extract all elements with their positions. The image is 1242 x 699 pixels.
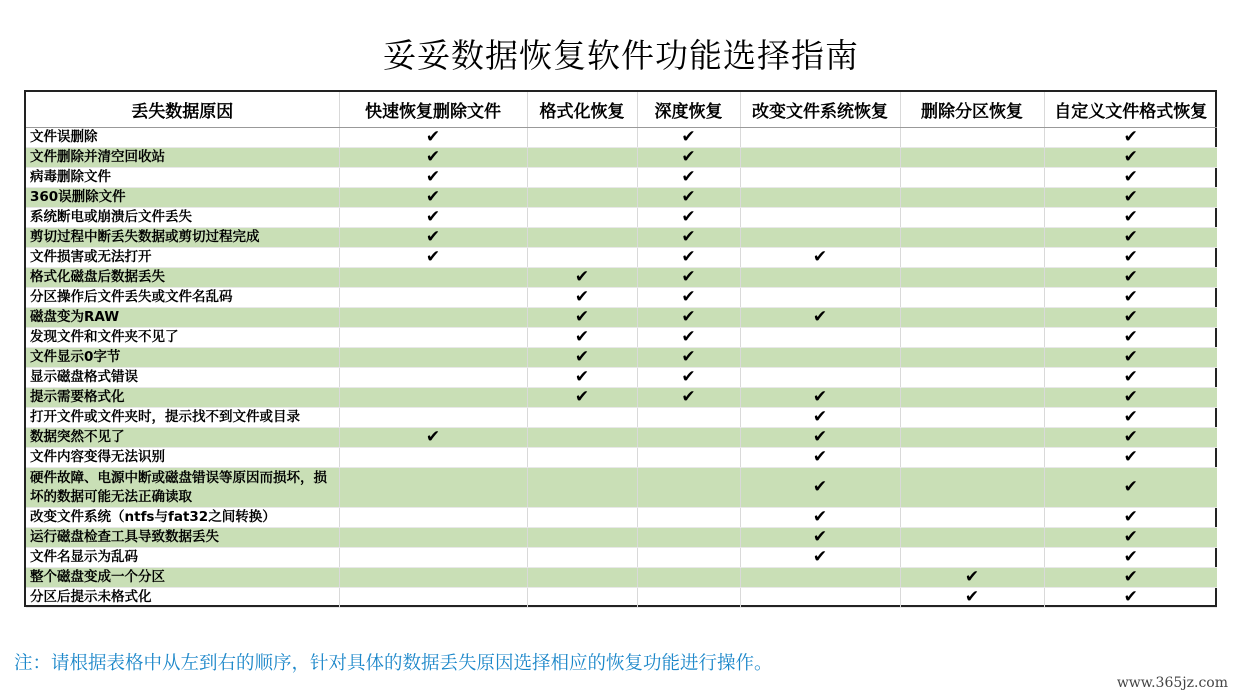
empty-cell: [527, 588, 637, 608]
empty-cell: [339, 328, 527, 348]
reason-cell: 打开文件或文件夹时，提示找不到文件或目录: [26, 408, 339, 428]
checkmark-cell: ✔: [339, 208, 527, 228]
header-custom-format-recovery: 自定义文件格式恢复: [1044, 92, 1217, 128]
empty-cell: [740, 128, 900, 148]
table-row: [26, 568, 1217, 588]
checkmark-cell: ✔: [527, 308, 637, 328]
reason-cell: 360误删除文件: [26, 188, 339, 208]
table-row: [26, 428, 1217, 448]
checkmark-cell: ✔: [1044, 368, 1217, 388]
checkmark-cell: ✔: [1044, 528, 1217, 548]
checkmark-cell: ✔: [1044, 388, 1217, 408]
site-watermark: www.365jz.com: [1116, 675, 1228, 691]
empty-cell: [740, 588, 900, 608]
empty-cell: [527, 128, 637, 148]
empty-cell: [637, 468, 740, 508]
checkmark-cell: ✔: [740, 548, 900, 568]
empty-cell: [900, 368, 1044, 388]
table-row: [26, 588, 1217, 608]
checkmark-cell: ✔: [1044, 448, 1217, 468]
table-row: [26, 168, 1217, 188]
empty-cell: [900, 168, 1044, 188]
empty-cell: [637, 408, 740, 428]
checkmark-cell: ✔: [637, 288, 740, 308]
empty-cell: [339, 368, 527, 388]
reason-cell: 文件损害或无法打开: [26, 248, 339, 268]
empty-cell: [637, 568, 740, 588]
checkmark-cell: ✔: [527, 328, 637, 348]
checkmark-cell: ✔: [339, 128, 527, 148]
table-row: [26, 308, 1217, 328]
checkmark-cell: ✔: [637, 348, 740, 368]
empty-cell: [900, 328, 1044, 348]
checkmark-cell: ✔: [637, 268, 740, 288]
table-row: [26, 248, 1217, 268]
reason-cell: 文件误删除: [26, 128, 339, 148]
empty-cell: [527, 248, 637, 268]
empty-cell: [637, 448, 740, 468]
checkmark-cell: ✔: [900, 588, 1044, 608]
checkmark-cell: ✔: [1044, 228, 1217, 248]
empty-cell: [740, 328, 900, 348]
empty-cell: [339, 508, 527, 528]
table-body: [26, 128, 1217, 608]
header-deep-recovery: 深度恢复: [637, 92, 740, 128]
header-filesystem-recovery: 改变文件系统恢复: [740, 92, 900, 128]
empty-cell: [339, 548, 527, 568]
empty-cell: [740, 188, 900, 208]
checkmark-cell: ✔: [339, 148, 527, 168]
reason-cell: 文件删除并清空回收站: [26, 148, 339, 168]
checkmark-cell: ✔: [1044, 208, 1217, 228]
reason-cell: 文件内容变得无法识别: [26, 448, 339, 468]
checkmark-cell: ✔: [1044, 188, 1217, 208]
table-row: [26, 368, 1217, 388]
empty-cell: [740, 148, 900, 168]
empty-cell: [527, 408, 637, 428]
empty-cell: [900, 128, 1044, 148]
empty-cell: [527, 228, 637, 248]
empty-cell: [339, 348, 527, 368]
table-row: [26, 408, 1217, 428]
header-reason: 丢失数据原因: [26, 92, 339, 128]
empty-cell: [527, 548, 637, 568]
reason-cell: 改变文件系统（ntfs与fat32之间转换）: [26, 508, 339, 528]
checkmark-cell: ✔: [740, 428, 900, 448]
empty-cell: [339, 268, 527, 288]
empty-cell: [637, 528, 740, 548]
checkmark-cell: ✔: [1044, 288, 1217, 308]
checkmark-cell: ✔: [1044, 328, 1217, 348]
empty-cell: [527, 508, 637, 528]
empty-cell: [637, 548, 740, 568]
reason-cell: 数据突然不见了: [26, 428, 339, 448]
checkmark-cell: ✔: [1044, 588, 1217, 608]
empty-cell: [740, 168, 900, 188]
table-row: [26, 188, 1217, 208]
reason-cell: 硬件故障、电源中断或磁盘错误等原因而损坏，损坏的数据可能无法正确读取: [26, 468, 339, 508]
checkmark-cell: ✔: [1044, 508, 1217, 528]
checkmark-cell: ✔: [1044, 248, 1217, 268]
checkmark-cell: ✔: [1044, 308, 1217, 328]
table-row: [26, 528, 1217, 548]
empty-cell: [900, 308, 1044, 328]
checkmark-cell: ✔: [637, 188, 740, 208]
empty-cell: [637, 508, 740, 528]
reason-cell: 发现文件和文件夹不见了: [26, 328, 339, 348]
empty-cell: [339, 448, 527, 468]
checkmark-cell: ✔: [527, 268, 637, 288]
checkmark-cell: ✔: [637, 168, 740, 188]
header-partition-recovery: 删除分区恢复: [900, 92, 1044, 128]
empty-cell: [740, 208, 900, 228]
checkmark-cell: ✔: [740, 528, 900, 548]
table-row: [26, 148, 1217, 168]
checkmark-cell: ✔: [1044, 348, 1217, 368]
empty-cell: [740, 288, 900, 308]
checkmark-cell: ✔: [637, 388, 740, 408]
reason-cell: 磁盘变为RAW: [26, 308, 339, 328]
empty-cell: [900, 208, 1044, 228]
header-format-recovery: 格式化恢复: [527, 92, 637, 128]
checkmark-cell: ✔: [1044, 408, 1217, 428]
checkmark-cell: ✔: [339, 228, 527, 248]
checkmark-cell: ✔: [1044, 268, 1217, 288]
empty-cell: [637, 428, 740, 448]
table-row: [26, 468, 1217, 508]
reason-cell: 格式化磁盘后数据丢失: [26, 268, 339, 288]
table-row: [26, 208, 1217, 228]
reason-cell: 提示需要格式化: [26, 388, 339, 408]
checkmark-cell: ✔: [1044, 468, 1217, 508]
empty-cell: [527, 168, 637, 188]
empty-cell: [740, 348, 900, 368]
checkmark-cell: ✔: [1044, 148, 1217, 168]
empty-cell: [900, 528, 1044, 548]
empty-cell: [339, 308, 527, 328]
empty-cell: [339, 408, 527, 428]
table-row: [26, 288, 1217, 308]
empty-cell: [900, 188, 1044, 208]
table-row: [26, 268, 1217, 288]
usage-note: 注：请根据表格中从左到右的顺序，针对具体的数据丢失原因选择相应的恢复功能进行操作。: [14, 653, 773, 674]
function-guide-table: [24, 90, 1217, 607]
empty-cell: [339, 288, 527, 308]
checkmark-cell: ✔: [339, 248, 527, 268]
checkmark-cell: ✔: [900, 568, 1044, 588]
checkmark-cell: ✔: [637, 128, 740, 148]
checkmark-cell: ✔: [527, 288, 637, 308]
checkmark-cell: ✔: [339, 168, 527, 188]
reason-cell: 文件显示0字节: [26, 348, 339, 368]
table-row: [26, 128, 1217, 148]
table-row: [26, 448, 1217, 468]
empty-cell: [900, 428, 1044, 448]
empty-cell: [900, 448, 1044, 468]
checkmark-cell: ✔: [740, 408, 900, 428]
checkmark-cell: ✔: [740, 508, 900, 528]
checkmark-cell: ✔: [637, 248, 740, 268]
reason-cell: 整个磁盘变成一个分区: [26, 568, 339, 588]
checkmark-cell: ✔: [740, 448, 900, 468]
empty-cell: [527, 568, 637, 588]
reason-cell: 分区后提示未格式化: [26, 588, 339, 608]
checkmark-cell: ✔: [1044, 568, 1217, 588]
empty-cell: [900, 248, 1044, 268]
checkmark-cell: ✔: [527, 388, 637, 408]
empty-cell: [900, 508, 1044, 528]
empty-cell: [527, 428, 637, 448]
table-row: [26, 508, 1217, 528]
empty-cell: [527, 468, 637, 508]
empty-cell: [339, 528, 527, 548]
empty-cell: [527, 148, 637, 168]
empty-cell: [339, 468, 527, 508]
checkmark-cell: ✔: [740, 248, 900, 268]
checkmark-cell: ✔: [637, 328, 740, 348]
empty-cell: [900, 388, 1044, 408]
empty-cell: [900, 468, 1044, 508]
reason-cell: 文件名显示为乱码: [26, 548, 339, 568]
reason-cell: 分区操作后文件丢失或文件名乱码: [26, 288, 339, 308]
reason-cell: 运行磁盘检查工具导致数据丢失: [26, 528, 339, 548]
empty-cell: [339, 568, 527, 588]
checkmark-cell: ✔: [637, 368, 740, 388]
table-row: [26, 348, 1217, 368]
empty-cell: [740, 228, 900, 248]
empty-cell: [900, 268, 1044, 288]
checkmark-cell: ✔: [637, 228, 740, 248]
empty-cell: [900, 408, 1044, 428]
reason-cell: 病毒删除文件: [26, 168, 339, 188]
checkmark-cell: ✔: [637, 208, 740, 228]
checkmark-cell: ✔: [1044, 428, 1217, 448]
checkmark-cell: ✔: [339, 428, 527, 448]
table-row: [26, 228, 1217, 248]
table-row: [26, 328, 1217, 348]
page-title: 妥妥数据恢复软件功能选择指南: [383, 36, 859, 75]
empty-cell: [527, 528, 637, 548]
checkmark-cell: ✔: [527, 368, 637, 388]
empty-cell: [900, 228, 1044, 248]
empty-cell: [900, 548, 1044, 568]
empty-cell: [637, 588, 740, 608]
table-row: [26, 388, 1217, 408]
empty-cell: [339, 588, 527, 608]
header-quick-recovery: 快速恢复删除文件: [339, 92, 527, 128]
empty-cell: [527, 208, 637, 228]
empty-cell: [339, 388, 527, 408]
empty-cell: [900, 148, 1044, 168]
checkmark-cell: ✔: [1044, 128, 1217, 148]
empty-cell: [740, 568, 900, 588]
table-row: [26, 548, 1217, 568]
checkmark-cell: ✔: [740, 308, 900, 328]
checkmark-cell: ✔: [339, 188, 527, 208]
empty-cell: [900, 288, 1044, 308]
empty-cell: [740, 268, 900, 288]
checkmark-cell: ✔: [740, 388, 900, 408]
checkmark-cell: ✔: [637, 148, 740, 168]
empty-cell: [900, 348, 1044, 368]
checkmark-cell: ✔: [1044, 168, 1217, 188]
reason-cell: 剪切过程中断丢失数据或剪切过程完成: [26, 228, 339, 248]
reason-cell: 显示磁盘格式错误: [26, 368, 339, 388]
empty-cell: [527, 448, 637, 468]
table-header-row: [26, 92, 1217, 128]
checkmark-cell: ✔: [740, 468, 900, 508]
empty-cell: [527, 188, 637, 208]
reason-cell: 系统断电或崩溃后文件丢失: [26, 208, 339, 228]
empty-cell: [740, 368, 900, 388]
checkmark-cell: ✔: [1044, 548, 1217, 568]
checkmark-cell: ✔: [527, 348, 637, 368]
checkmark-cell: ✔: [637, 308, 740, 328]
